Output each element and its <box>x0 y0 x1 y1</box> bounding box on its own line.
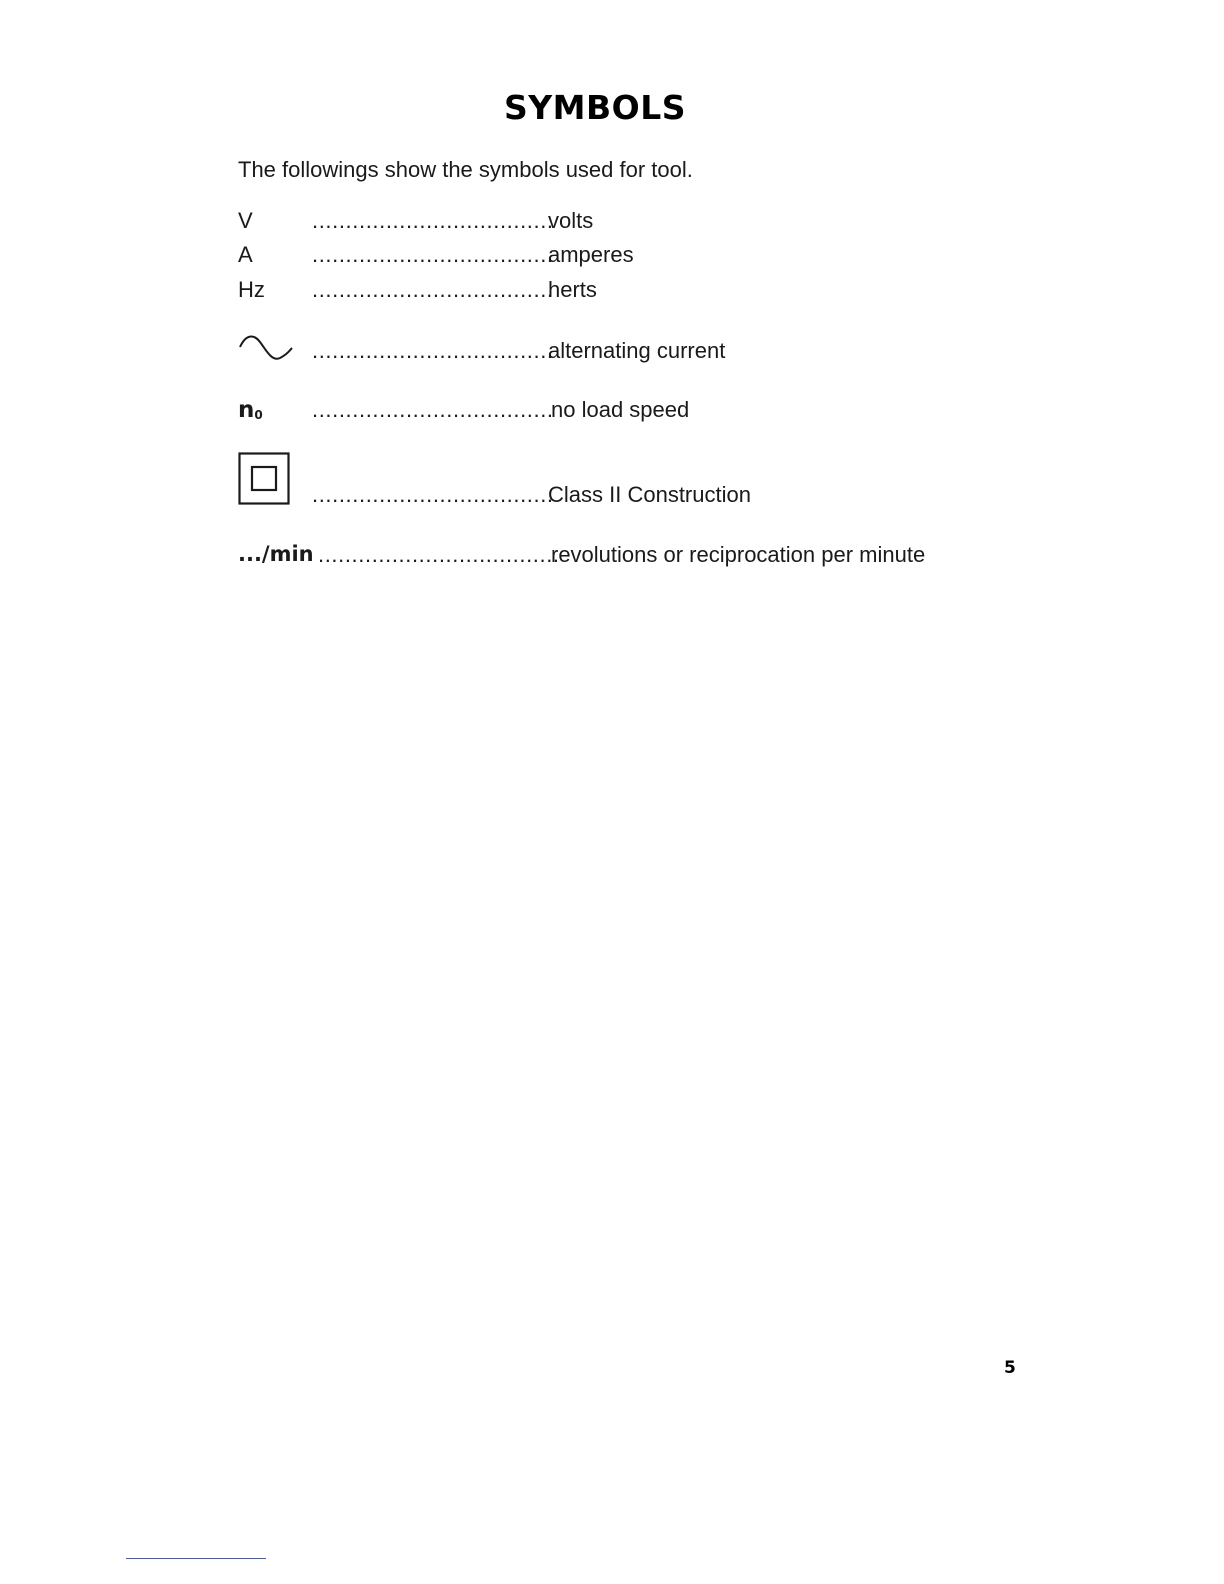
description-amperes: amperes <box>548 242 634 267</box>
symbol-row-hertz <box>238 277 998 309</box>
dot-leader: .................................... <box>312 482 554 507</box>
description-alternating-current: alternating current <box>548 338 726 363</box>
description-class-ii: Class II Construction <box>548 482 751 507</box>
symbol-row-no-load-speed <box>238 397 998 429</box>
symbol-row-per-minute <box>238 542 998 574</box>
dot-leader: .................................... <box>312 208 554 233</box>
dot-leader: .................................... <box>312 397 554 422</box>
symbol-per-minute: .../min <box>238 542 314 566</box>
description-per-minute: revolutions or reciprocation per minute <box>551 542 926 567</box>
symbol-row-class-ii <box>238 482 998 514</box>
symbol-row-volts <box>238 208 998 240</box>
symbol-no-load-speed: $n_0$ <box>238 397 263 423</box>
dot-leader: .................................... <box>312 242 554 267</box>
symbol-volts: V <box>238 208 253 233</box>
symbol-row-amperes <box>238 242 998 274</box>
alternating-current-icon <box>238 334 296 370</box>
description-volts: volts <box>548 208 594 233</box>
page-number: 5 <box>1004 1358 1016 1378</box>
description-no-load-speed: no load speed <box>551 397 690 422</box>
double-insulation-icon <box>238 452 292 514</box>
symbol-row-alternating-current <box>238 338 998 370</box>
footer-rule <box>126 1558 266 1559</box>
page-title: SYMBOLS <box>503 88 686 127</box>
symbol-amperes: A <box>238 242 253 267</box>
dot-leader: .................................... <box>312 338 554 363</box>
symbol-hertz: Hz <box>238 277 265 302</box>
description-hertz: herts <box>548 277 597 302</box>
intro-text: The followings show the symbols used for tool. <box>238 157 693 182</box>
dot-leader: .................................... <box>318 542 560 567</box>
dot-leader: .................................... <box>312 277 554 302</box>
